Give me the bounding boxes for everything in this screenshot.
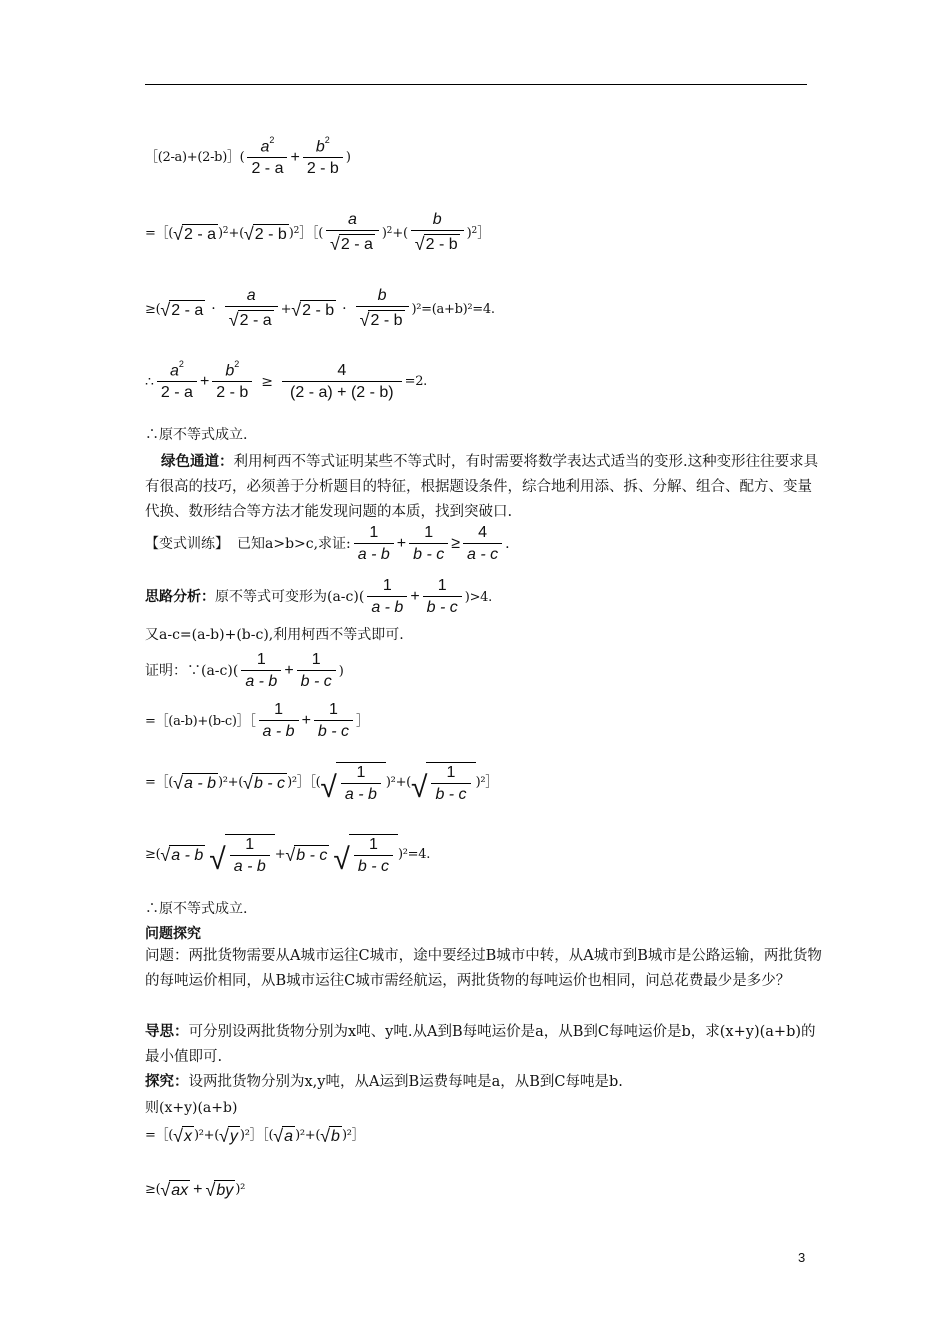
- fraction: $\frac{a^2}{2 - a}$: [157, 362, 197, 401]
- analysis-2: 又a-c=(a-b)+(b-c),利用柯西不等式即可.: [145, 627, 404, 643]
- proof-line-4: ≥( √ a - b √ $\frac{1}{a - b}$ + √ b - c √ $\frac{1}{b - c}$ )²=4.: [145, 836, 431, 876]
- text: ［(2-a)+(2-b)］(: [145, 150, 245, 166]
- proof-line-3: =［( √ a - b )²+( √ b - c )²］［( √ $\frac{1}{a - b}$ )²+( √ $\frac{1}{b - c}$ )²］: [145, 764, 498, 804]
- sqrt: √ 2 - a: [160, 299, 204, 320]
- proof-line-1: 证明：∵(a-c)( $\frac{1}{a - b}$ + $\frac{1}{b - c}$ ): [145, 651, 344, 690]
- cauchy-line-3: ≥( √ 2 - a · a √ 2 - a + √ 2 - b · b √ 2 - b )²=(a+b)²=4.: [145, 287, 495, 330]
- explore-text: 探究：设两批货物分别为x,y吨，从A运到B运费每吨是a，从B到C每吨是b.: [145, 1073, 623, 1090]
- conclusion-1: ∴原不等式成立.: [145, 427, 248, 443]
- cauchy-line-2: =［( √ 2 - a ) 2 +( √ 2 - b ) 2 ］［( a √ 2 - a ) 2 +( b √ 2 - b ) 2 ］: [145, 211, 490, 254]
- cauchy-line-1: ［(2-a)+(2-b)］( $\frac{a^2}{2 - a}$ + $\frac{b^2}{2 - b}$ ): [145, 135, 351, 178]
- variant-training: 【变式训练】 已知a>b>c,求证: $\frac{1}{a - b}$ + $\frac{1}{b - c}$ ≥ $\frac{4}{a - c}$ .: [145, 524, 510, 563]
- explore-title: 问题探究: [145, 926, 201, 942]
- fraction: a √ 2 - a: [225, 288, 278, 330]
- green-channel: 绿色通道：利用柯西不等式证明某些不等式时，有时需要将数学表达式适当的变形.这种变形往往要求具有很高的技巧，必须善于分析题目的特征，根据题设条件，综合地利用添、拆、分解、组合、配方、变量代换、数形结合等方法才能发现问题的本质，找到突破口.: [145, 453, 819, 520]
- fraction: $\frac{b^2}{2 - b}$: [212, 362, 252, 401]
- guide-text: 导思：可分别设两批货物分别为x吨、y吨.从A到B每吨运价是a，从B到C每吨运价是b，求(x+y)(a+b)的最小值即可.: [145, 1023, 816, 1065]
- fraction: a √ 2 - a: [326, 212, 379, 254]
- fraction: $\frac{b^2}{2 - b}$: [303, 138, 343, 177]
- analysis: 思路分析： 原不等式可变形为(a-c)( $\frac{1}{a - b}$ + $\frac{1}{b - c}$ )>4.: [145, 577, 492, 616]
- explore-line-2: =［( √ x )²+( √ y )²］［( √ a )²+( √ b )²］: [145, 1126, 365, 1146]
- conclusion-2: ∴原不等式成立.: [145, 901, 248, 917]
- fraction: $\frac{a^2}{2 - a}$: [247, 138, 287, 177]
- sqrt: √ 2 - b: [243, 223, 287, 244]
- cauchy-line-4: ∴ $\frac{a^2}{2 - a}$ + $\frac{b^2}{2 - b}$ ≥ $\frac{4}{(2 - a) + (2 - b)}$ =2.: [145, 359, 428, 402]
- fraction: b √ 2 - b: [356, 288, 409, 330]
- problem-text: 问题：两批货物需要从A城市运往C城市，途中要经过B城市中转，从A城市到B城市是公路运输，两批货物的每吨运价相同，从B城市运往C城市需经航运，两批货物的每吨运价也相同，问总花费最少是多少？: [145, 948, 822, 989]
- sqrt: √ 2 - a: [173, 223, 216, 244]
- fraction: b √ 2 - b: [411, 212, 464, 254]
- explore-line-1: 则(x+y)(a+b): [145, 1100, 238, 1116]
- proof-line-2: =［(a-b)+(b-c)］［ $\frac{1}{a - b}$ + $\frac{1}{b - c}$ ］: [145, 701, 369, 740]
- explore-line-3: ≥( √ ax + √ by )²: [145, 1180, 245, 1200]
- page-number: 3: [798, 1250, 806, 1265]
- sqrt: √ 2 - b: [291, 299, 335, 320]
- header-rule: [145, 84, 807, 85]
- fraction: $\frac{4}{(2 - a) + (2 - b)}$: [282, 363, 402, 401]
